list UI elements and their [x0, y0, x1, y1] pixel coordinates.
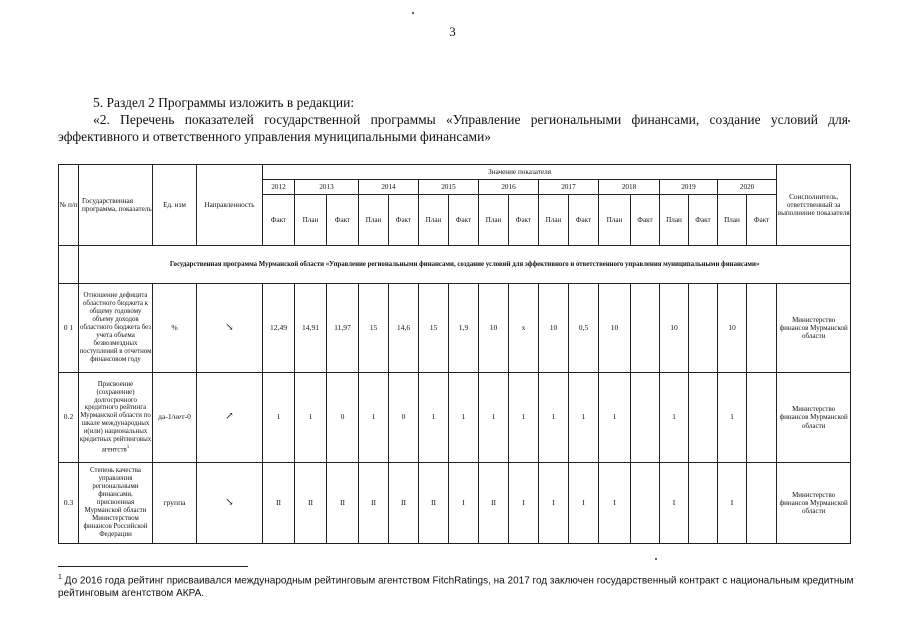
sub-2017-plan: План: [539, 195, 569, 246]
sub-2018-fact: Факт: [631, 195, 660, 246]
program-title: Государственная программа Мурманской области «Управление региональными финансами, создание условий для эффективного и ответственного управления муниципальными финансами»: [79, 246, 851, 284]
sub-2013-plan: План: [295, 195, 327, 246]
value-cell: 10: [479, 284, 509, 373]
row-num: 0.2: [59, 373, 79, 463]
value-cell: 11,97: [327, 284, 359, 373]
value-cell: II: [327, 463, 359, 544]
value-cell: 10: [718, 284, 747, 373]
sub-2013-fact: Факт: [327, 195, 359, 246]
footnote-mark: 1: [58, 574, 62, 581]
sub-2015-plan: План: [419, 195, 449, 246]
value-cell: 1: [599, 373, 631, 463]
header-values-group: Значение показателя: [263, 165, 777, 180]
value-cell: [747, 463, 777, 544]
year-2012: 2012: [263, 180, 295, 195]
amendment-instruction: 5. Раздел 2 Программы изложить в редакции:: [93, 95, 355, 110]
year-2014: 2014: [359, 180, 419, 195]
value-cell: 15: [359, 284, 389, 373]
value-cell: [747, 373, 777, 463]
value-cell: 1,9: [449, 284, 479, 373]
footnote-ref: 1: [126, 445, 130, 451]
value-cell: 1: [539, 373, 569, 463]
direction-down-arrow-icon: ↘: [197, 284, 263, 373]
value-cell: [689, 284, 718, 373]
value-cell: II: [389, 463, 419, 544]
executor: Министерство финансов Мурманской области: [777, 284, 851, 373]
sub-2016-plan: План: [479, 195, 509, 246]
direction-down-arrow-icon: ↘: [197, 463, 263, 544]
value-cell: II: [295, 463, 327, 544]
value-cell: [747, 284, 777, 373]
section-spacer: [59, 246, 79, 284]
value-cell: I: [660, 463, 689, 544]
unit: группа: [153, 463, 197, 544]
value-cell: 1: [449, 373, 479, 463]
indicator-name: Отношение дефицита областного бюджета к общему годовому объему доходов областного бюджета без учета объема безвозмездных поступлений в отчетном финансовом году: [79, 284, 153, 373]
value-cell: 1: [295, 373, 327, 463]
header-direction: Направленность: [197, 165, 263, 246]
indicator-name: Степень качества управления региональными финансами, присвоенная Мурманской области Министерством финансов Российской Федерации: [79, 463, 153, 544]
year-2018: 2018: [599, 180, 660, 195]
row-num: 0 1: [59, 284, 79, 373]
section-heading: «2. Перечень показателей государственной программы «Управление региональными финансами, создание условий для эффективного и ответственного управления муниципальными финансами»: [58, 112, 848, 144]
header-unit: Ед. изм: [153, 165, 197, 246]
value-cell: 1: [419, 373, 449, 463]
year-2020: 2020: [718, 180, 777, 195]
value-cell: I: [718, 463, 747, 544]
value-cell: [631, 284, 660, 373]
value-cell: 14,6: [389, 284, 419, 373]
year-2017: 2017: [539, 180, 599, 195]
header-name: Государственная программа, показатель: [79, 165, 153, 246]
footnote: [58, 572, 858, 600]
unit: %: [153, 284, 197, 373]
year-2013: 2013: [295, 180, 359, 195]
value-cell: 10: [599, 284, 631, 373]
direction-up-arrow-icon: ↗: [197, 373, 263, 463]
year-2016: 2016: [479, 180, 539, 195]
value-cell: 0,5: [569, 284, 599, 373]
value-cell: [631, 373, 660, 463]
value-cell: II: [419, 463, 449, 544]
value-cell: 1: [718, 373, 747, 463]
sub-2019-plan: План: [660, 195, 689, 246]
table-row: [59, 373, 851, 463]
sub-2016-fact: Факт: [509, 195, 539, 246]
unit: да-1/нет-0: [153, 373, 197, 463]
value-cell: 1: [263, 373, 295, 463]
table-row: [59, 463, 851, 544]
value-cell: 1: [660, 373, 689, 463]
footnote-text: До 2016 года рейтинг присваивался международным рейтинговым агентством FitchRatings, на 2017 год заключен государственный контракт с национальным кредитным рейтинговым агентством АКРА.: [58, 575, 854, 599]
value-cell: 1: [359, 373, 389, 463]
value-cell: [631, 463, 660, 544]
value-cell: 1: [479, 373, 509, 463]
sub-2015-fact: Факт: [449, 195, 479, 246]
value-cell: 15: [419, 284, 449, 373]
value-cell: II: [479, 463, 509, 544]
sub-2014-plan: План: [359, 195, 389, 246]
value-cell: x: [509, 284, 539, 373]
header-executor: Соисполнитель, ответственный за выполнение показателя: [777, 165, 851, 246]
page-number: 3: [449, 24, 456, 39]
sub-2019-fact: Факт: [689, 195, 718, 246]
value-cell: 14,91: [295, 284, 327, 373]
indicator-name-cell: [79, 373, 153, 463]
value-cell: 10: [660, 284, 689, 373]
value-cell: I: [599, 463, 631, 544]
value-cell: [689, 373, 718, 463]
sub-2020-fact: Факт: [747, 195, 777, 246]
executor: Министерство финансов Мурманской области: [777, 463, 851, 544]
value-cell: 0: [327, 373, 359, 463]
scan-speck: [848, 120, 850, 122]
indicators-table: [58, 164, 851, 544]
header-num: № п/п: [59, 165, 79, 246]
value-cell: II: [263, 463, 295, 544]
sub-2017-fact: Факт: [569, 195, 599, 246]
year-2019: 2019: [660, 180, 718, 195]
indicator-name: Присвоение (сохранение) долгосрочного кредитного рейтинга Мурманской области по шкале международных и(или) национальных кредитных рейтинговых агентств: [79, 380, 152, 454]
value-cell: I: [569, 463, 599, 544]
value-cell: I: [509, 463, 539, 544]
value-cell: I: [449, 463, 479, 544]
executor: Министерство финансов Мурманской области: [777, 373, 851, 463]
footnote-divider: [58, 566, 248, 567]
table-row: [59, 284, 851, 373]
sub-2012-fact: Факт: [263, 195, 295, 246]
value-cell: 12,49: [263, 284, 295, 373]
value-cell: 0: [389, 373, 419, 463]
year-2015: 2015: [419, 180, 479, 195]
row-num: 0.3: [59, 463, 79, 544]
sub-2018-plan: План: [599, 195, 631, 246]
value-cell: I: [539, 463, 569, 544]
sub-2014-fact: Факт: [389, 195, 419, 246]
value-cell: 1: [569, 373, 599, 463]
scan-speck: [412, 12, 414, 14]
value-cell: 1: [509, 373, 539, 463]
scan-speck: [655, 558, 657, 560]
sub-2020-plan: План: [718, 195, 747, 246]
value-cell: [689, 463, 718, 544]
value-cell: 10: [539, 284, 569, 373]
value-cell: II: [359, 463, 389, 544]
